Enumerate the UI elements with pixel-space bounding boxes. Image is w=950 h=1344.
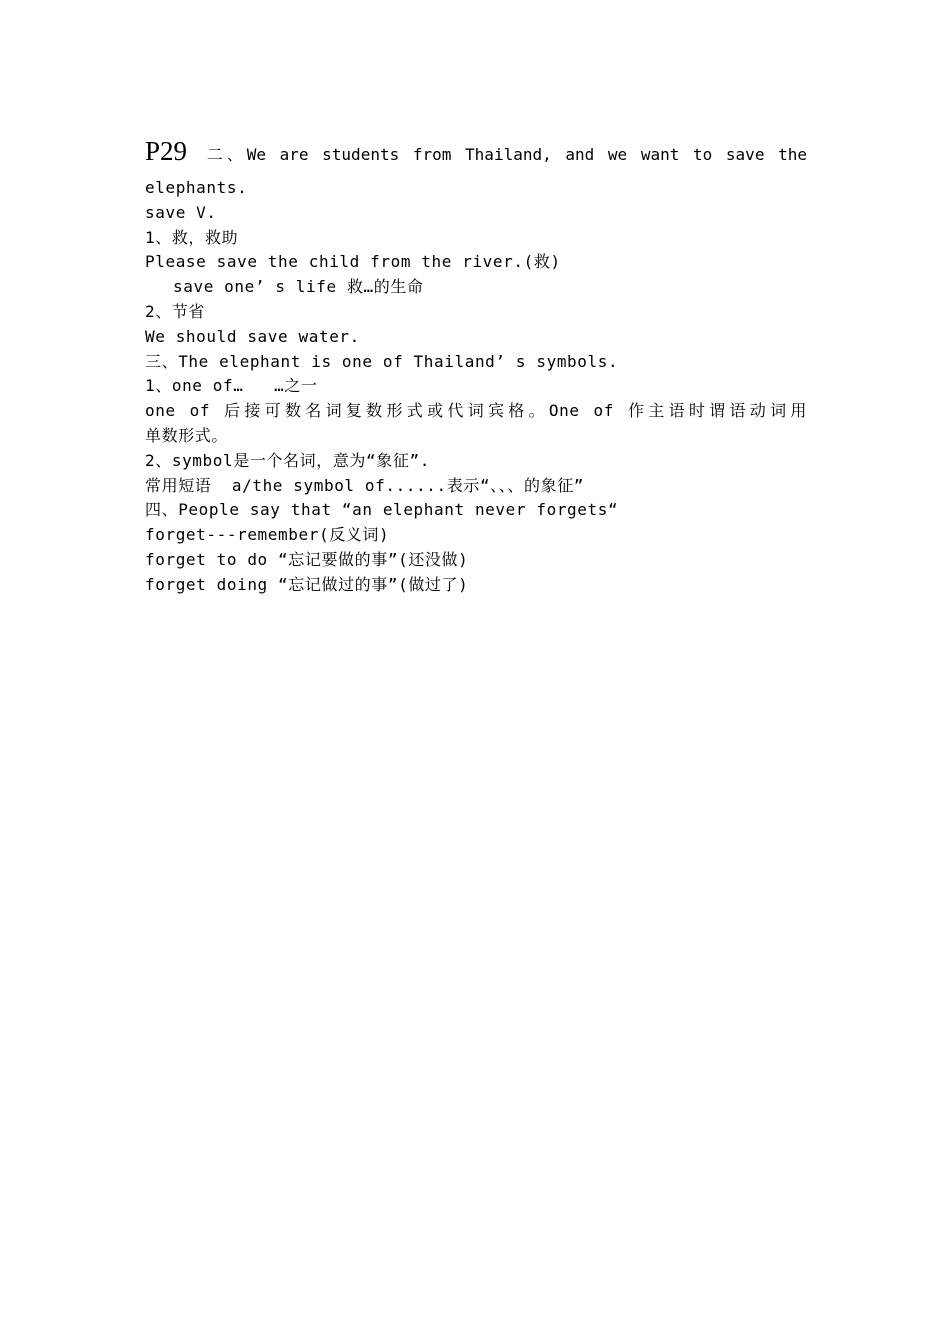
phrase-example: save one’ s life 救…的生命 <box>173 277 424 297</box>
example-sentence: Please save the child from the river.(救) <box>145 252 561 272</box>
phrase-entry: 1、one of… …之一 <box>145 376 318 396</box>
example-sentence: We should save water. <box>145 326 360 346</box>
section-four-sentence: 四、People say that “an elephant never forgets“ <box>145 500 619 520</box>
section-heading-line <box>145 135 807 176</box>
antonym-note: forget---remember(反义词) <box>145 525 390 545</box>
word-note: 2、symbol是一个名词，意为“象征”. <box>145 450 430 470</box>
meaning-one: 1、救，救助 <box>145 227 239 247</box>
word-entry: save V. <box>145 202 217 222</box>
section-two-sentence: 二、We are students from Thailand, and we want to save the <box>206 145 807 164</box>
grammar-note: one of 后接可数名词复数形式或代词宾格。One of 作主语时谓语动词用 <box>145 401 807 421</box>
grammar-note-continuation: 单数形式。 <box>145 425 229 445</box>
sentence-continuation: elephants. <box>145 178 248 197</box>
meaning-two: 2、节省 <box>145 301 206 321</box>
section-three-sentence: 三、The elephant is one of Thailand’ s symbols. <box>145 351 619 371</box>
document-body <box>145 135 807 598</box>
usage-note: forget doing “忘记做过的事”(做过了) <box>145 574 469 594</box>
common-phrase: 常用短语 a/the symbol of......表示“、、、的象征” <box>145 475 585 495</box>
page-number: P29 <box>145 136 188 166</box>
usage-note: forget to do “忘记要做的事”(还没做) <box>145 549 469 569</box>
